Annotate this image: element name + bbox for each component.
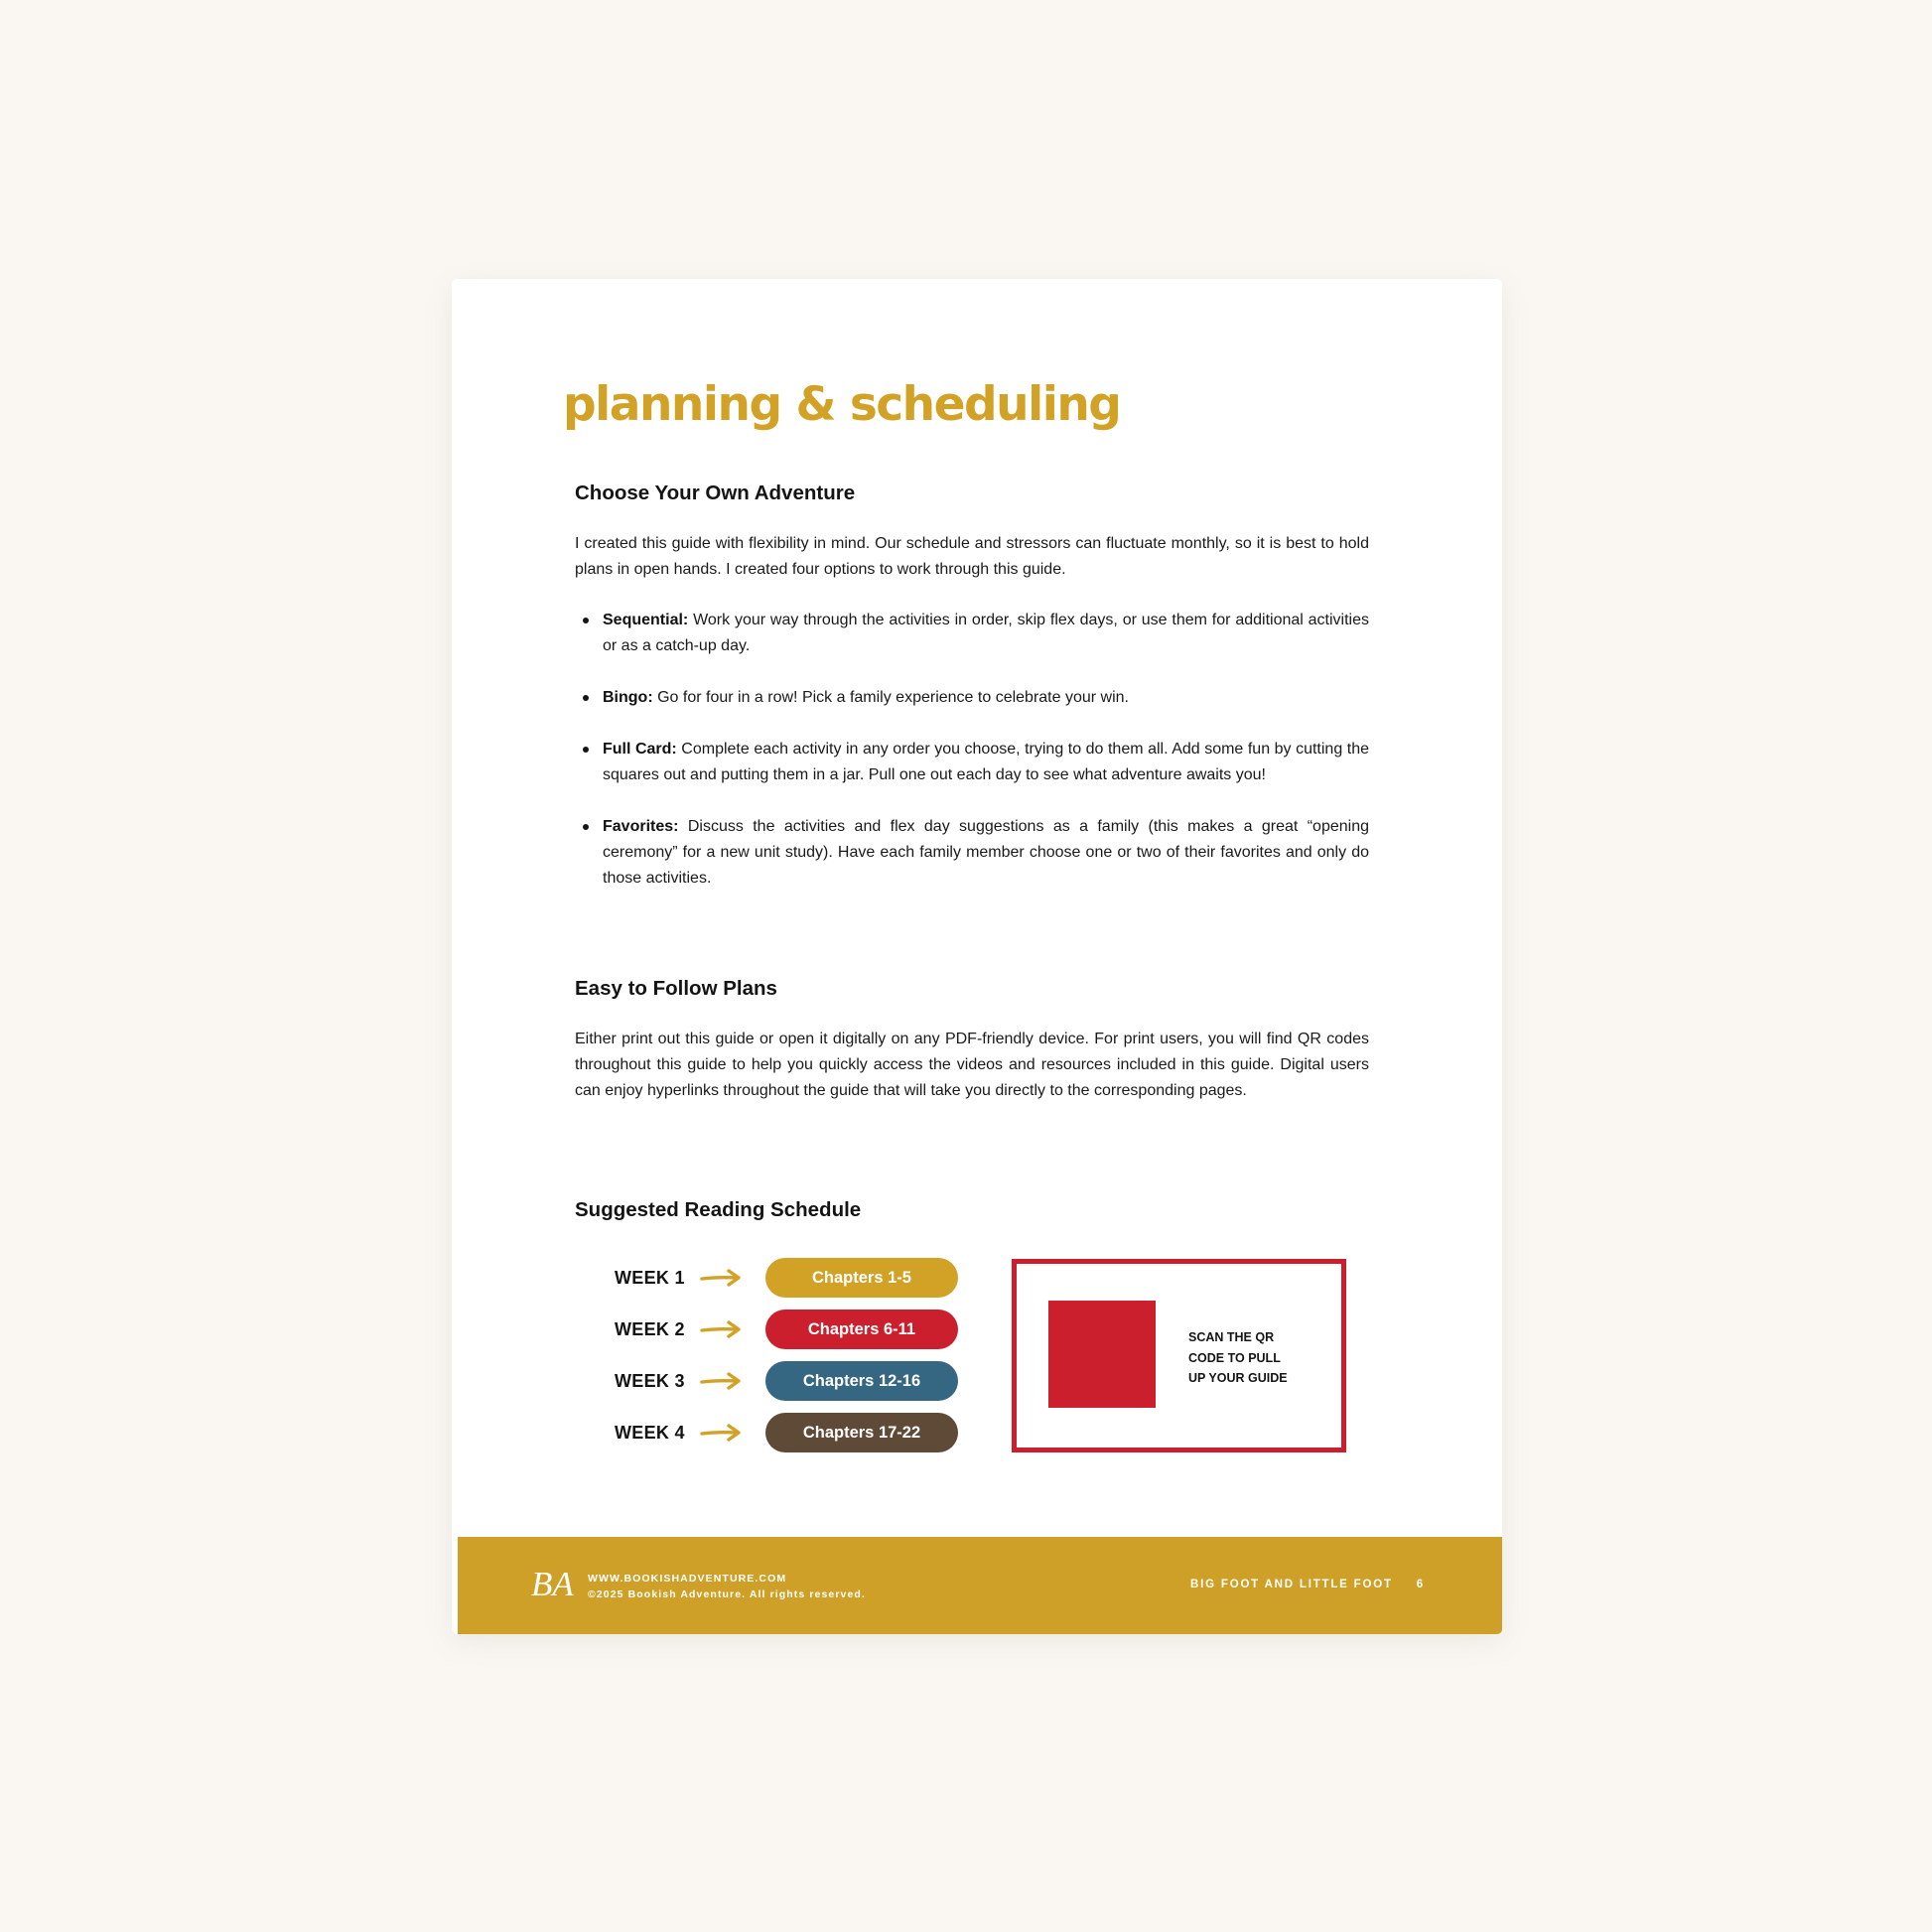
week-label: WEEK 1 bbox=[615, 1268, 685, 1288]
plans-paragraph: Either print out this guide or open it digitally on any PDF-friendly device. For print users, you will find QR codes throughout this guide to help you quickly access the videos and resources included in this guide. Digital users can enjoy hyperlinks throughout the guide that will take you directly to the corresponding pages. bbox=[575, 1031, 1369, 1099]
option-label: Favorites: bbox=[603, 818, 679, 835]
qr-code-box bbox=[1012, 1259, 1346, 1452]
option-text: Work your way through the activities in order, skip flex days, or use them for additional activities or as a catch-up day. bbox=[603, 612, 1369, 654]
list-item bbox=[575, 737, 1369, 788]
bullet-icon bbox=[583, 618, 589, 623]
chapters-pill: Chapters 6-11 bbox=[765, 1310, 958, 1349]
week-label: WEEK 2 bbox=[615, 1319, 685, 1339]
section-heading-easy-plans: Easy to Follow Plans bbox=[575, 977, 777, 1000]
qr-instructions bbox=[1188, 1327, 1308, 1389]
arrow-right-icon bbox=[700, 1371, 742, 1391]
option-label: Full Card: bbox=[603, 741, 677, 758]
qr-line: SCAN THE QR bbox=[1188, 1330, 1275, 1344]
copyright-text: ©2025 Bookish Adventure. All rights reserved. bbox=[588, 1588, 866, 1600]
schedule-row-week-1 bbox=[615, 1258, 972, 1298]
page-number: 6 bbox=[1416, 1579, 1425, 1590]
option-label: Sequential: bbox=[603, 612, 689, 628]
intro-paragraph: I created this guide with flexibility in mind. Our schedule and stressors can fluctuate monthly, so it is best to hold plans in open hands. I created four options to work through this guide. bbox=[575, 535, 1369, 578]
section-heading-choose-adventure: Choose Your Own Adventure bbox=[575, 482, 856, 504]
chapters-pill: Chapters 12-16 bbox=[765, 1361, 958, 1401]
option-text: Complete each activity in any order you choose, trying to do them all. Add some fun by cutting the squares out and putting them in a jar. Pull one out each day to see what adventure awaits you! bbox=[603, 741, 1369, 783]
arrow-right-icon bbox=[700, 1423, 742, 1443]
week-label: WEEK 4 bbox=[615, 1423, 685, 1443]
footer-book-info bbox=[1190, 1577, 1425, 1592]
option-text: Go for four in a row! Pick a family experience to celebrate your win. bbox=[652, 689, 1129, 706]
bullet-icon bbox=[583, 824, 589, 830]
footer-credits bbox=[588, 1571, 866, 1602]
options-list bbox=[575, 608, 1369, 917]
list-item bbox=[575, 608, 1369, 659]
option-label: Bingo: bbox=[603, 689, 653, 706]
qr-line: UP YOUR GUIDE bbox=[1188, 1371, 1288, 1385]
brand-logo: BA bbox=[531, 1565, 574, 1603]
chapters-pill: Chapters 1-5 bbox=[765, 1258, 958, 1298]
section-heading-reading-schedule: Suggested Reading Schedule bbox=[575, 1198, 862, 1221]
option-text: Discuss the activities and flex day suggestions as a family (this makes a great “opening ceremony” for a new unit study). Have each family member choose one or two of their favorites and only do those activities. bbox=[603, 818, 1369, 887]
qr-code[interactable] bbox=[1048, 1301, 1156, 1408]
chapters-pill: Chapters 17-22 bbox=[765, 1413, 958, 1452]
list-item bbox=[575, 685, 1369, 711]
bullet-icon bbox=[583, 747, 589, 753]
schedule-row-week-3 bbox=[615, 1361, 972, 1401]
arrow-right-icon bbox=[700, 1268, 742, 1288]
list-item bbox=[575, 814, 1369, 892]
page-title: planning & scheduling bbox=[563, 377, 1121, 432]
arrow-right-icon bbox=[700, 1319, 742, 1339]
book-title: BIG FOOT AND LITTLE FOOT bbox=[1190, 1579, 1393, 1590]
page-footer bbox=[458, 1537, 1502, 1634]
schedule-row-week-4 bbox=[615, 1413, 972, 1452]
qr-line: CODE TO PULL bbox=[1188, 1350, 1281, 1365]
bullet-icon bbox=[583, 695, 589, 701]
document-page bbox=[452, 279, 1502, 1634]
schedule-row-week-2 bbox=[615, 1310, 972, 1349]
week-label: WEEK 3 bbox=[615, 1371, 685, 1391]
website-link[interactable]: WWW.BOOKISHADVENTURE.COM bbox=[588, 1573, 787, 1585]
